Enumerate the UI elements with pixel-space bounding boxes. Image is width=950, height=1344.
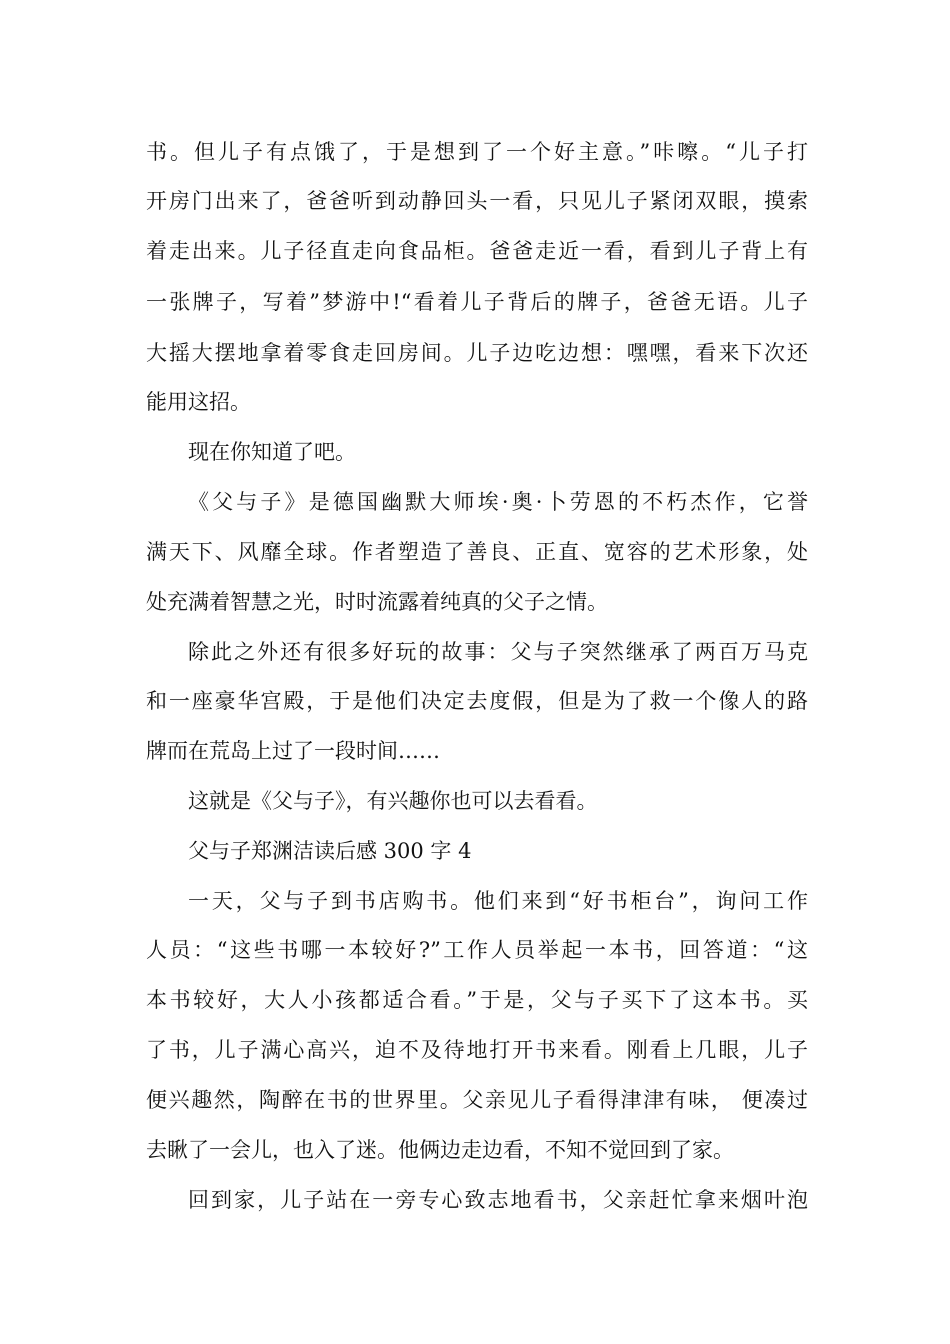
text-line: 书。但儿子有点饿了，于是想到了一个好主意。”咔嚓。“儿子打 bbox=[146, 140, 808, 164]
text-line: 人员：“这些书哪一本较好?”工作人员举起一本书，回答道：“这 bbox=[146, 938, 808, 962]
text-line: 便兴趣然，陶醉在书的世界里。父亲见儿子看得津津有味， 便凑过 bbox=[146, 1088, 808, 1112]
paragraph-line: 一天，父与子到书店购书。他们来到“好书柜台”，询问工作 bbox=[188, 889, 808, 913]
text-line: 大摇大摆地拿着零食走回房间。儿子边吃边想：嘿嘿，看来下次还 bbox=[146, 341, 808, 365]
text-line: 一张牌子，写着”梦游中!“看着儿子背后的牌子，爸爸无语。儿子 bbox=[146, 290, 808, 314]
text-line: 去瞅了一会儿，也入了迷。他俩边走边看，不知不觉回到了家。 bbox=[146, 1138, 734, 1162]
paragraph-line: 回到家，儿子站在一旁专心致志地看书，父亲赶忙拿来烟叶泡 bbox=[188, 1188, 808, 1212]
paragraph-line: 现在你知道了吧。 bbox=[188, 440, 356, 464]
text-line: 和一座豪华宫殿，于是他们决定去度假，但是为了救一个像人的路 bbox=[146, 689, 808, 713]
text-line: 本书较好，大人小孩都适合看。”于是，父与子买下了这本书。买 bbox=[146, 988, 808, 1012]
paragraph-line: 除此之外还有很多好玩的故事：父与子突然继承了两百万马克 bbox=[188, 640, 808, 664]
text-line: 牌而在荒岛上过了一段时间…… bbox=[146, 739, 440, 763]
paragraph-line: 这就是《父与子》，有兴趣你也可以去看看。 bbox=[188, 789, 598, 813]
paragraph-line: 《父与子》是德国幽默大师埃·奥·卜劳恩的不朽杰作，它誉 bbox=[188, 490, 808, 514]
section-heading: 父与子郑渊洁读后感 300 字 4 bbox=[188, 839, 472, 863]
text-line: 能用这招。 bbox=[146, 390, 251, 414]
text-line: 开房门出来了，爸爸听到动静回头一看，只见儿子紧闭双眼，摸索 bbox=[146, 189, 808, 213]
text-line: 着走出来。儿子径直走向食品柜。爸爸走近一看，看到儿子背上有 bbox=[146, 239, 808, 263]
text-line: 处充满着智慧之光，时时流露着纯真的父子之情。 bbox=[146, 590, 608, 614]
text-line: 了书，儿子满心高兴，迫不及待地打开书来看。刚看上几眼，儿子 bbox=[146, 1038, 808, 1062]
text-line: 满天下、风靡全球。作者塑造了善良、正直、宽容的艺术形象，处 bbox=[146, 540, 808, 564]
